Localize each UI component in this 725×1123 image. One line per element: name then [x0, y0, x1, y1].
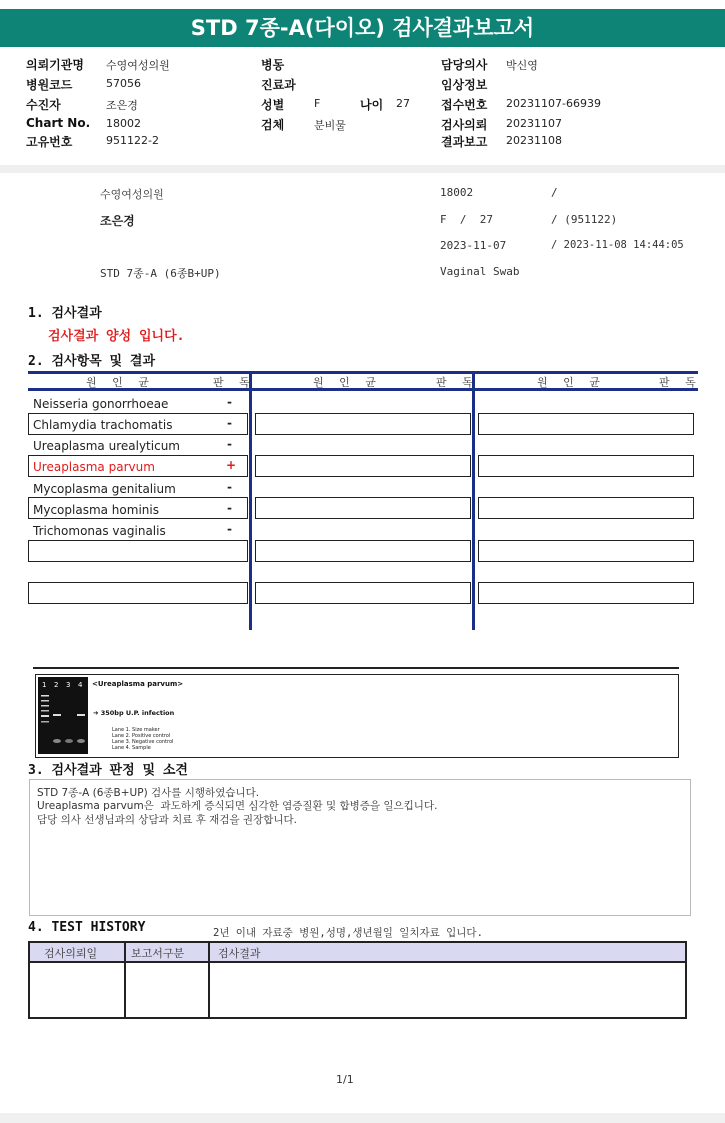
hospital-code-label: 병원코드 — [26, 78, 73, 92]
history-col-result: 검사결과 — [218, 947, 261, 960]
organism-name: Chlamydia trachomatis — [33, 418, 173, 432]
gel-legend-item: Lane 4. Sample — [112, 745, 151, 751]
col-organism-header-2: 원 인 균 — [313, 376, 382, 389]
empty-row-box — [255, 540, 471, 562]
organism-name: Neisseria gonorrhoeae — [33, 397, 169, 411]
lane-number: 2 — [54, 681, 59, 689]
gel-legend-item: Lane 1. Size maker — [112, 727, 160, 733]
organism-result: - — [227, 437, 232, 451]
col-judgement-header-3: 판 독 — [659, 376, 702, 389]
gel-legend — [112, 727, 173, 751]
gel-band-annotation: ➔ 350bp U.P. infection — [93, 709, 175, 717]
doctor-value: 박신영 — [506, 59, 538, 72]
history-col-divider — [124, 943, 126, 1017]
report-title: STD 7종-A(다이오) 검사결과보고서 — [0, 9, 725, 47]
col-organism-header-3: 원 인 균 — [537, 376, 606, 389]
summary-date: 2023-11-07 — [440, 239, 507, 252]
unique-no-label: 고유번호 — [26, 135, 73, 149]
positive-result-text: 검사결과 양성 입니다. — [48, 329, 185, 344]
specimen-value: 분비물 — [314, 119, 346, 132]
receipt-no-value: 20231107-66939 — [506, 97, 601, 110]
organism-result: - — [227, 395, 232, 409]
empty-row-box — [478, 497, 694, 519]
organism-name: Ureaplasma urealyticum — [33, 439, 180, 453]
section4-heading: 4. TEST HISTORY — [28, 920, 146, 935]
empty-row-box — [255, 582, 471, 604]
lane-number: 1 — [42, 681, 47, 689]
header-divider — [0, 165, 725, 173]
clinical-info-label: 임상정보 — [441, 78, 488, 92]
history-table-header — [30, 943, 685, 961]
organism-result: - — [227, 522, 232, 536]
hospital-code-value: 57056 — [106, 77, 141, 90]
report-date-label: 결과보고 — [441, 135, 488, 149]
patient-value: 조은경 — [106, 99, 138, 112]
empty-row-box — [478, 540, 694, 562]
col-judgement-header-2: 판 독 — [436, 376, 479, 389]
organism-name: Mycoplasma hominis — [33, 503, 159, 517]
gel-electrophoresis-image — [38, 677, 88, 754]
empty-row-box — [28, 582, 248, 604]
summary-sex-age: F / 27 — [440, 213, 493, 226]
sex-label: 성별 — [261, 98, 285, 112]
findings-line: 담당 의사 선생님과의 상담과 치료 후 재검을 권장합니다. — [37, 814, 297, 826]
organism-name: Mycoplasma genitalium — [33, 482, 176, 496]
summary-specimen: Vaginal Swab — [440, 265, 520, 278]
section3-heading: 3. 검사결과 판정 및 소견 — [28, 763, 188, 778]
institution-label: 의뢰기관명 — [26, 58, 84, 72]
dept-label: 진료과 — [261, 78, 296, 92]
page-number: 1/1 — [336, 1073, 354, 1086]
gel-bands-graphic — [38, 677, 88, 754]
lane-number: 4 — [78, 681, 83, 689]
summary-slash: / — [551, 186, 558, 199]
request-date-value: 20231107 — [506, 117, 562, 130]
empty-row-box — [478, 455, 694, 477]
organism-name-positive: Ureaplasma parvum — [33, 460, 155, 474]
gel-legend-item: Lane 3. Negative control — [112, 739, 174, 745]
section1-heading: 1. 검사결과 — [28, 306, 102, 321]
column-divider-2 — [472, 371, 475, 630]
chart-label: Chart No. — [26, 116, 91, 130]
unique-no-value: 951122-2 — [106, 134, 159, 147]
organism-result: - — [227, 416, 232, 430]
summary-birth: / (951122) — [551, 213, 618, 226]
gel-band-label: 350bp U.P. infection — [100, 709, 175, 717]
lane-number: 3 — [66, 681, 71, 689]
institution-value: 수영여성의원 — [106, 59, 170, 72]
column-divider-1 — [249, 371, 252, 630]
findings-line: STD 7종-A (6종B+UP) 검사를 시행하였습니다. — [37, 787, 260, 799]
summary-patient: 조은경 — [100, 214, 135, 228]
receipt-no-label: 접수번호 — [441, 98, 488, 112]
page-footer-band — [0, 1113, 725, 1123]
history-col-divider — [208, 943, 210, 1017]
specimen-label: 검체 — [261, 118, 285, 132]
request-date-label: 검사의뢰 — [441, 118, 488, 132]
patient-label: 수진자 — [26, 98, 61, 112]
col-organism-header-1: 원 인 균 — [86, 376, 155, 389]
summary-clinic: 수영여성의원 — [100, 188, 164, 201]
history-header-rule — [30, 961, 685, 963]
gel-top-rule — [33, 667, 679, 669]
age-label: 나이 — [360, 98, 384, 112]
organism-result: - — [227, 501, 232, 515]
summary-report-datetime: / 2023-11-08 14:44:05 — [551, 239, 684, 251]
empty-row-box — [478, 413, 694, 435]
findings-line: Ureaplasma parvum은 과도하게 증식되면 심각한 염증질환 및 합병증을 일으킵니다. — [37, 800, 438, 812]
sex-value: F — [314, 97, 321, 110]
empty-row-box — [255, 455, 471, 477]
age-value: 27 — [396, 97, 410, 110]
section2-heading: 2. 검사항목 및 결과 — [28, 354, 156, 369]
summary-test-name: STD 7종-A (6종B+UP) — [100, 267, 221, 280]
chart-value: 18002 — [106, 117, 141, 130]
organism-result-positive: + — [226, 458, 237, 472]
organism-name: Trichomonas vaginalis — [33, 524, 166, 538]
empty-row-box — [28, 540, 248, 562]
history-col-date: 검사의뢰일 — [44, 947, 98, 960]
empty-row-box — [255, 497, 471, 519]
doctor-label: 담당의사 — [441, 58, 488, 72]
history-col-type: 보고서구분 — [131, 947, 185, 960]
empty-row-box — [478, 582, 694, 604]
empty-row-box — [255, 413, 471, 435]
gel-legend-item: Lane 2. Positive control — [112, 733, 171, 739]
summary-chart: 18002 — [440, 186, 474, 199]
organism-result: - — [227, 480, 232, 494]
report-date-value: 20231108 — [506, 134, 562, 147]
ward-label: 병동 — [261, 58, 285, 72]
history-note: 2년 이내 자료중 병원,성명,생년월일 일치자료 입니다. — [213, 927, 483, 939]
col-judgement-header-1: 판 독 — [213, 376, 256, 389]
gel-title: <Ureaplasma parvum> — [92, 680, 184, 688]
